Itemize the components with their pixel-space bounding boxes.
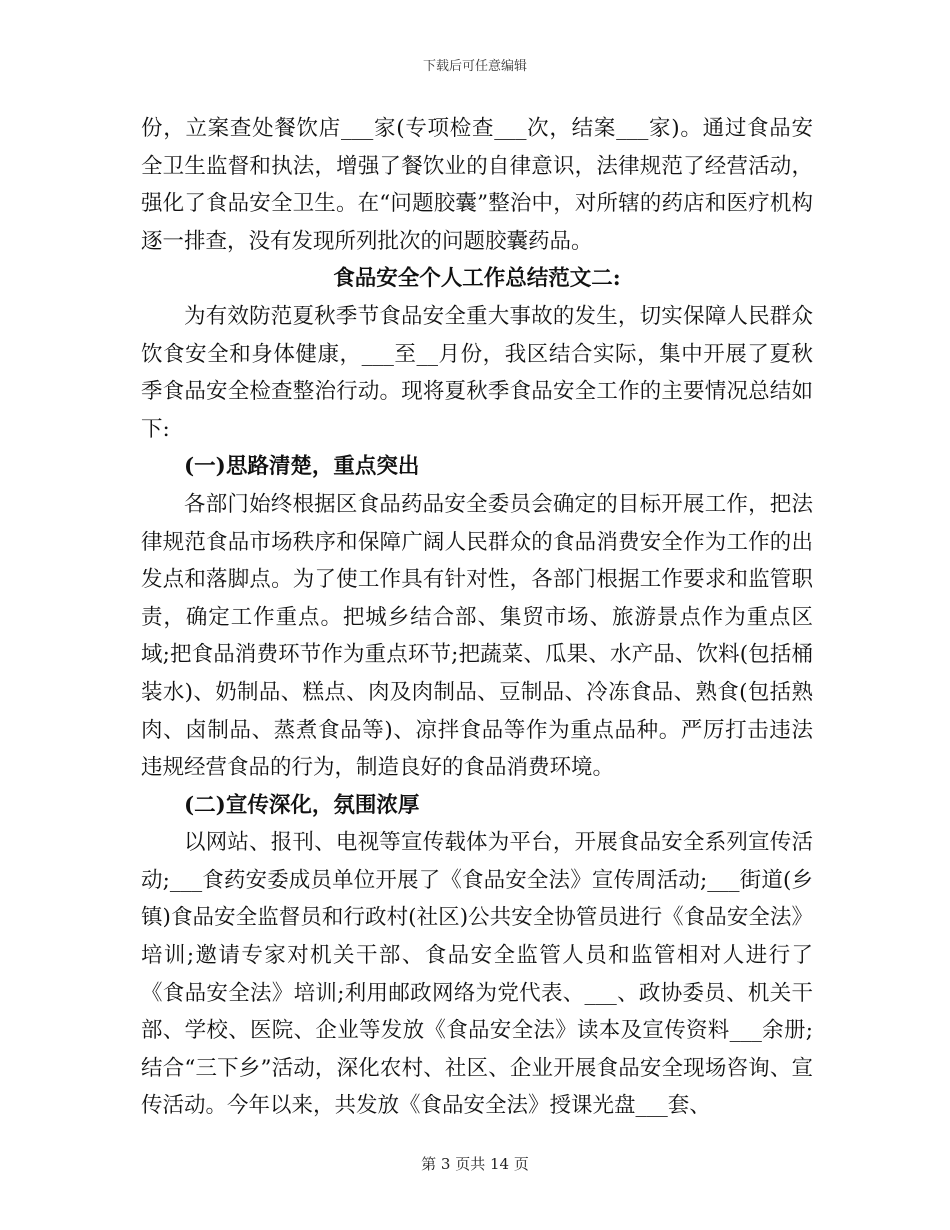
page-number-footer: 第 3 页共 14 页: [421, 1155, 529, 1173]
subheading-1: (一)思路清楚，重点突出: [184, 454, 420, 480]
paragraph-continued: 份，立案查处餐饮店___家(专项检查___次，结案___家)。通过食品安全卫生监督和执法，增强了餐饮业的自律意识，法律规范了经营活动，强化了食品安全卫生。在“问题胶囊”整治中，对所辖的药店和医疗机构逐一排查，没有发现所列批次的问题胶囊药品。: [141, 116, 813, 254]
section-title: 食品安全个人工作总结范文二:: [333, 266, 621, 292]
page-header-note: 下载后可任意编辑: [422, 59, 527, 74]
document-body: [141, 110, 813, 1125]
paragraph-section-2: 以网站、报刊、电视等宣传载体为平台，开展食品安全系列宣传活动;___食药安委成员单位开展了《食品安全法》宣传周活动;___街道(乡镇)食品安全监督员和行政村(社区)公共安全协管员进行《食品安全法》培训;邀请专家对机关干部、食品安全监管人员和监管相对人进行了《食品安全法》培训;利用邮政网络为党代表、___、政协委员、机关干部、学校、医院、企业等发放《食品安全法》读本及宣传资料___余册;结合“三下乡”活动，深化农村、社区、企业开展食品安全现场咨询、宣传活动。今年以来，共发放《食品安全法》授课光盘___套、: [141, 830, 813, 1119]
paragraph-intro: 为有效防范夏秋季节食品安全重大事故的发生，切实保障人民群众饮食安全和身体健康，___至__月份，我区结合实际，集中开展了夏秋季食品安全检查整治行动。现将夏秋季食品安全工作的主要情况总结如下:: [141, 303, 813, 442]
paragraph-section-1: 各部门始终根据区食品药品安全委员会确定的目标开展工作，把法律规范食品市场秩序和保障广阔人民群众的食品消费安全作为工作的出发点和落脚点。为了使工作具有针对性，各部门根据工作要求和监管职责，确定工作重点。把城乡结合部、集贸市场、旅游景点作为重点区域;把食品消费环节作为重点环节;把蔬菜、瓜果、水产品、饮料(包括桶装水)、奶制品、糕点、肉及肉制品、豆制品、冷冻食品、熟食(包括熟肉、卤制品、蒸煮食品等)、凉拌食品等作为重点品种。严厉打击违法违规经营食品的行为，制造良好的食品消费环境。: [141, 491, 813, 781]
subheading-2: (二)宣传深化，氛围浓厚: [184, 792, 420, 818]
